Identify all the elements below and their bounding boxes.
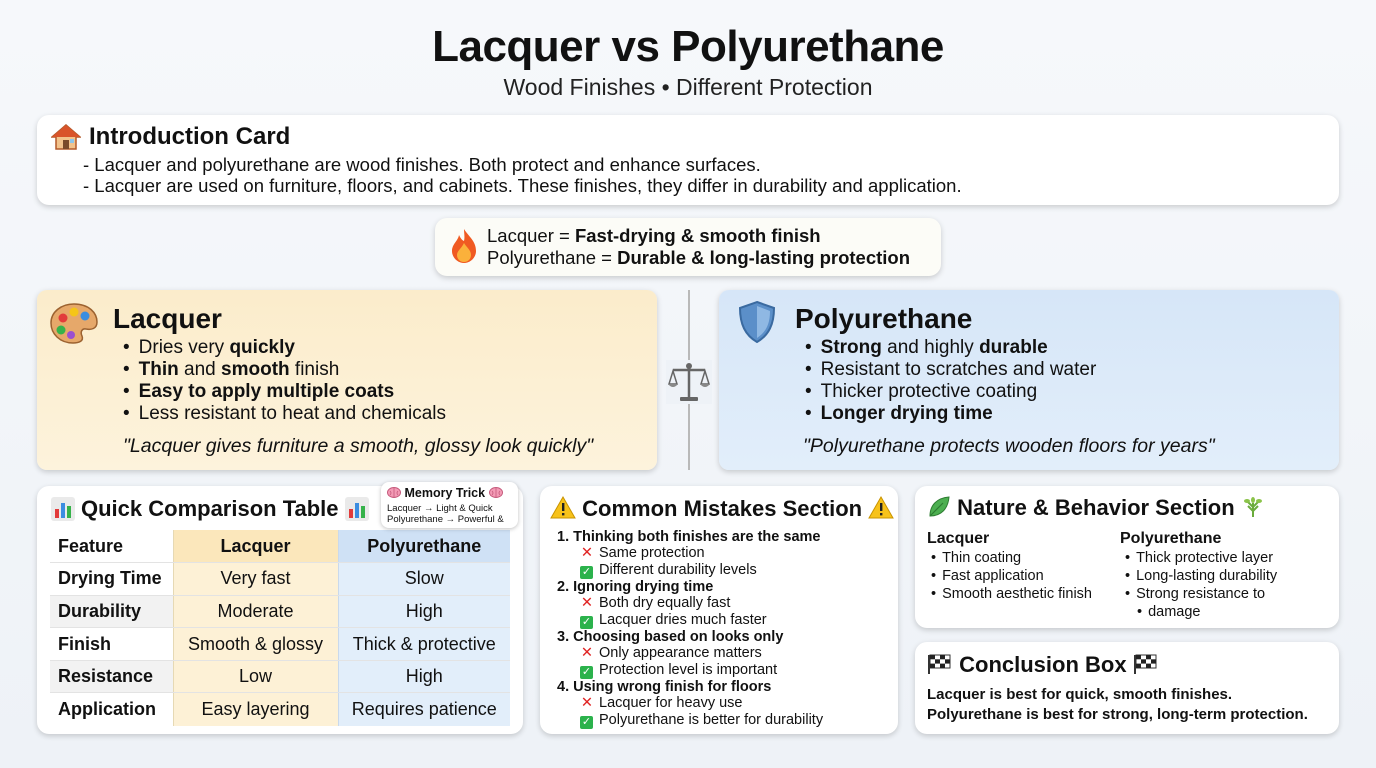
page-subtitle: Wood Finishes • Different Protection <box>503 74 873 100</box>
introduction-heading <box>51 123 290 151</box>
mistake-question: 1. Thinking both finishes are the same <box>557 529 821 545</box>
leaf-icon <box>927 495 951 519</box>
table-cell: Resistance <box>50 660 173 693</box>
nature-poly-list <box>1125 549 1277 621</box>
table-header-cell: Polyurethane <box>338 530 510 563</box>
bar-chart-icon <box>51 497 75 521</box>
mistake-right: ✓ Lacquer dries much faster <box>581 612 767 628</box>
brain-icon <box>489 487 503 498</box>
table-row <box>50 595 510 628</box>
shield-icon <box>737 300 777 344</box>
mistake-wrong: ✕ Only appearance matters <box>580 645 762 661</box>
page-title: Lacquer vs Polyurethane <box>432 22 944 71</box>
table-cell: Durability <box>50 595 173 628</box>
warning-icon <box>868 496 894 519</box>
checkered-flag-icon <box>927 653 953 675</box>
comparison-heading <box>51 496 369 522</box>
comparison-table <box>50 530 510 726</box>
table-cell: High <box>338 595 510 628</box>
polyurethane-panel <box>719 290 1339 470</box>
list-item: • Strong resistance to <box>1125 585 1277 603</box>
nature-behavior-card <box>915 486 1339 628</box>
summary-polyurethane: Polyurethane = Durable & long-lasting protection <box>487 247 911 268</box>
list-item: • Thin coating <box>931 549 1092 567</box>
cross-icon: ✕ <box>580 645 594 661</box>
comparison-title: Quick Comparison Table <box>81 496 339 521</box>
poly-bullet-3: • Thicker protective coating <box>805 381 1096 403</box>
poly-bullet-1: • Strong and highly durable <box>805 337 1096 359</box>
mistake-wrong: ✕ Lacquer for heavy use <box>580 695 743 711</box>
lacquer-bullet-3: • Easy to apply multiple coats <box>123 381 446 403</box>
lacquer-bullet-1: • Dries very quickly <box>123 337 446 359</box>
table-row <box>50 693 510 726</box>
table-cell: Easy layering <box>173 693 338 726</box>
lacquer-bullet-4: • Less resistant to heat and chemicals <box>123 403 446 425</box>
cross-icon: ✕ <box>580 595 594 611</box>
polyurethane-bullets <box>805 337 1096 425</box>
memory-trick-line-2: Polyurethane → Powerful & <box>387 514 504 525</box>
table-cell: Requires patience <box>338 693 510 726</box>
lacquer-quote: "Lacquer gives furniture a smooth, glossy look quickly" <box>123 435 594 457</box>
list-item: • Thick protective layer <box>1125 549 1277 567</box>
leaf-icon <box>1241 495 1265 519</box>
intro-line-1: - Lacquer and polyurethane are wood finishes. Both protect and enhance surfaces. <box>83 154 761 175</box>
check-icon: ✓ <box>581 566 592 578</box>
intro-line-2: - Lacquer are used on furniture, floors, and cabinets. These finishes, they differ in durability and application. <box>83 175 962 196</box>
mistake-wrong: ✕ Same protection <box>580 545 705 561</box>
list-item: • Fast application <box>931 567 1092 585</box>
cross-icon: ✕ <box>580 545 594 561</box>
introduction-card <box>37 115 1339 205</box>
conclusion-line-2: Polyurethane is best for strong, long-term protection. <box>927 706 1308 723</box>
mistake-question: 3. Choosing based on looks only <box>557 629 784 645</box>
table-cell: Slow <box>338 563 510 596</box>
conclusion-card <box>915 642 1339 734</box>
table-row <box>50 563 510 596</box>
palette-icon <box>49 302 99 344</box>
scale-icon <box>666 360 712 404</box>
summary-box <box>435 218 941 276</box>
table-cell: Application <box>58 699 156 720</box>
bar-chart-icon <box>345 497 369 521</box>
table-row <box>50 660 510 693</box>
memory-trick-title: Memory Trick <box>387 486 503 500</box>
memory-trick-line-1: Lacquer → Light & Quick <box>387 503 493 514</box>
fire-icon <box>449 228 479 264</box>
table-cell: Low <box>173 660 338 693</box>
poly-bullet-2: • Resistant to scratches and water <box>805 359 1096 381</box>
lacquer-title: Lacquer <box>113 303 222 334</box>
mistakes-heading: Common Mistakes Section <box>550 496 894 522</box>
brain-icon <box>387 487 401 498</box>
warning-icon <box>550 496 576 519</box>
mistake-wrong: ✕ Both dry equally fast <box>580 595 731 611</box>
list-item: • Long-lasting durability <box>1125 567 1277 585</box>
poly-bullet-4: • Longer drying time <box>805 403 1096 425</box>
house-icon <box>51 123 81 151</box>
lacquer-panel <box>37 290 657 470</box>
polyurethane-title: Polyurethane <box>795 303 973 334</box>
list-item: • Smooth aesthetic finish <box>931 585 1092 603</box>
table-row <box>50 628 510 661</box>
table-cell: Drying Time <box>50 563 173 596</box>
summary-lacquer: Lacquer = Fast-drying & smooth finish <box>487 225 821 246</box>
checkered-flag-icon <box>1133 653 1159 675</box>
nature-lacquer-heading: Lacquer <box>927 530 990 547</box>
mistake-right: ✓ Polyurethane is better for durability <box>581 712 824 728</box>
table-cell: Thick & protective <box>338 628 510 661</box>
memory-trick-box <box>381 482 518 528</box>
introduction-title: Introduction Card <box>89 123 291 150</box>
common-mistakes-card <box>540 486 898 734</box>
mistake-question: 4. Using wrong finish for floors <box>557 679 772 695</box>
conclusion-heading: Conclusion Box <box>927 652 1159 678</box>
table-cell: Finish <box>50 628 173 661</box>
table-cell: Moderate <box>173 595 338 628</box>
mistake-right: ✓ Different durability levels <box>581 562 757 578</box>
lacquer-bullet-2: • Thin and smooth finish <box>123 359 446 381</box>
table-header-cell: Lacquer <box>173 530 338 563</box>
nature-lacquer-list <box>931 549 1092 603</box>
check-icon: ✓ <box>581 616 592 628</box>
nature-poly-heading: Polyurethane <box>1120 530 1222 547</box>
mistake-right: ✓ Protection level is important <box>581 662 778 678</box>
polyurethane-quote: "Polyurethane protects wooden floors for years" <box>803 435 1215 457</box>
lacquer-bullets <box>123 337 446 425</box>
cross-icon: ✕ <box>580 695 594 711</box>
table-cell: Smooth & glossy <box>173 628 338 661</box>
table-cell: High <box>338 660 510 693</box>
table-header-cell: Feature <box>50 530 173 563</box>
table-header-row <box>50 530 510 563</box>
mistake-question: 2. Ignoring drying time <box>557 579 714 595</box>
table-cell: Very fast <box>173 563 338 596</box>
list-item: • damage <box>1125 603 1277 621</box>
nature-heading: Nature & Behavior Section <box>927 495 1265 521</box>
check-icon: ✓ <box>581 666 592 678</box>
check-icon: ✓ <box>581 716 592 728</box>
conclusion-line-1: Lacquer is best for quick, smooth finishes. <box>927 686 1233 703</box>
